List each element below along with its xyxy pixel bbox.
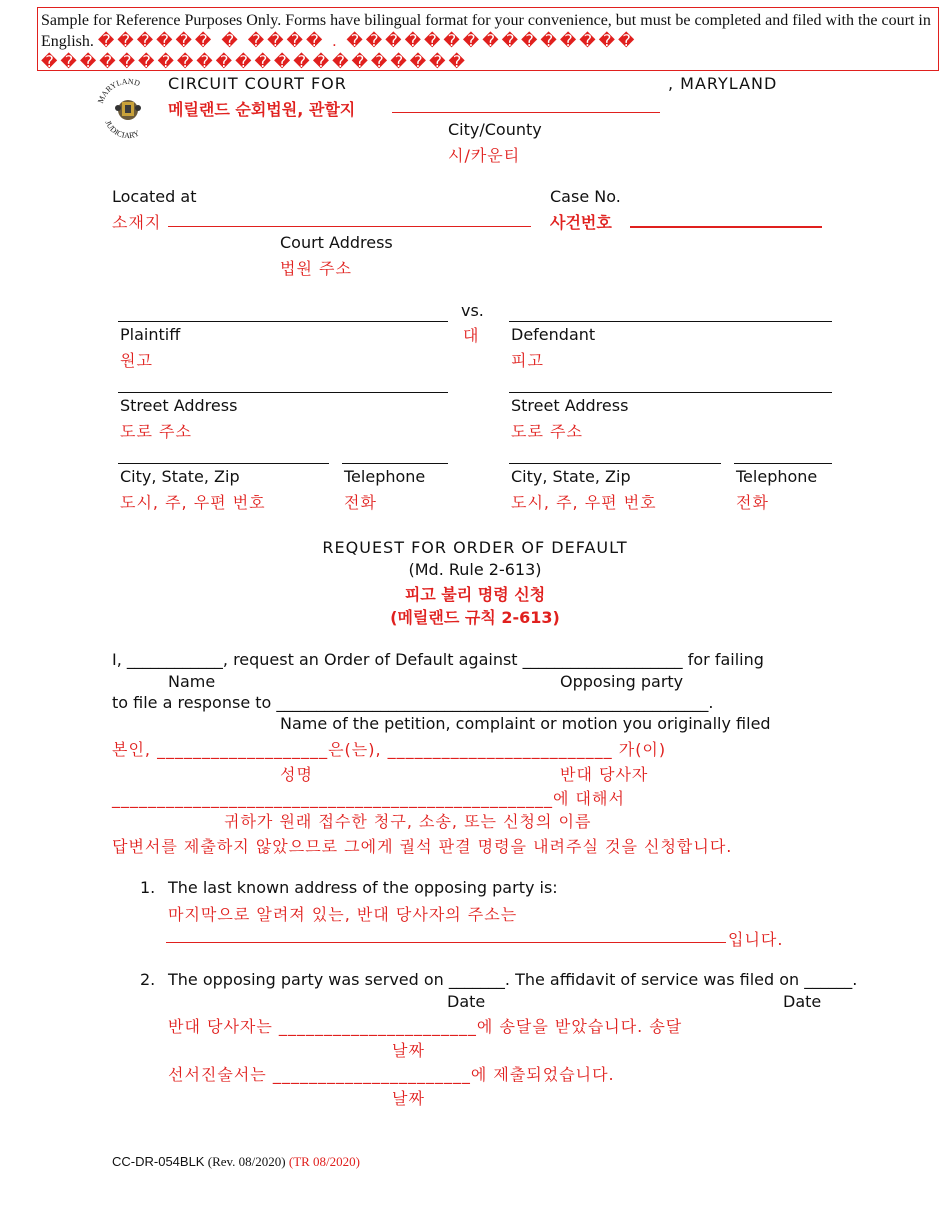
defendant-city-field[interactable] [509,463,721,464]
ko-petition-label: 귀하가 원래 접수한 청구, 소송, 또는 신청의 이름 [224,812,592,831]
court-address-ko-label: 법원 주소 [280,259,352,278]
banner-korean-text: ������ � ���� . ��������������� ���������������������� [41,33,638,71]
form-footer [112,1154,360,1170]
form-title-ko: 피고 불리 명령 신청 [404,585,546,604]
opposing-party-label: Opposing party [560,672,684,691]
petition-label: Name of the petition, complaint or motion you originally filed [280,714,771,733]
plaintiff-phone-field[interactable] [342,463,448,464]
banner-english-text: Sample for Reference Purposes Only. Forms have bilingual format for your convenience, but must be completed and filed with the court in English. [41,12,931,50]
plaintiff-street-field[interactable] [118,392,448,393]
city-county-ko-label: 시/카운티 [448,146,521,165]
defendant-phone-label: Telephone [736,467,818,486]
defendant-label: Defendant [511,325,596,344]
plaintiff-city-ko-label: 도시, 주, 우편 번호 [120,493,266,512]
plaintiff-city-label: City, State, Zip [120,467,240,486]
item-2-number: 2. [140,970,156,989]
item-2-ko-date-1: 날짜 [392,1041,425,1060]
case-no-ko-label: 사건번호 [550,213,612,232]
defendant-street-ko-label: 도로 주소 [511,422,583,441]
maryland-judiciary-seal [96,76,160,142]
defendant-phone-ko-label: 전화 [736,493,769,512]
located-at-label: Located at [112,187,197,206]
item-1-number: 1. [140,878,156,897]
plaintiff-label: Plaintiff [120,325,181,344]
item-2-text: The opposing party was served on _______. The affidavit of service was filed on ______. [168,970,858,989]
item-2-ko-line-2: 선서진술서는 ______________________에 제출되었습니다. [168,1065,615,1084]
defendant-phone-field[interactable] [734,463,832,464]
defendant-ko-label: 피고 [511,351,544,370]
defendant-street-label: Street Address [511,396,629,415]
form-rule-ko: (메릴랜드 규칙 2-613) [390,608,560,627]
plaintiff-city-field[interactable] [118,463,329,464]
case-no-label: Case No. [550,187,621,206]
defendant-street-field[interactable] [509,392,832,393]
name-label: Name [168,672,216,691]
item-2-ko-date-2: 날짜 [392,1089,425,1108]
item-1-text: The last known address of the opposing party is: [168,878,558,897]
body-ko-line-3: 답변서를 제출하지 않았으므로 그에게 궐석 판결 명령을 내려주실 것을 신청합니다. [112,837,733,856]
defendant-city-label: City, State, Zip [511,467,631,486]
seal-bottom-text: JUDICIARY [103,119,141,141]
defendant-city-ko-label: 도시, 주, 우편 번호 [511,493,657,512]
last-known-address-field[interactable] [166,942,726,943]
vs-label: vs. [461,301,484,320]
ko-name-label: 성명 [280,765,313,784]
plaintiff-street-label: Street Address [120,396,238,415]
court-address-field[interactable] [168,226,531,227]
body-ko-line-1: 본인, ___________________은(는), _________________________ 가(이) [112,740,667,759]
vs-ko-label: 대 [463,326,480,345]
ko-opposing-label: 반대 당사자 [560,765,649,784]
item-1-ko-text: 마지막으로 알려져 있는, 반대 당사자의 주소는 [168,905,518,924]
plaintiff-ko-label: 원고 [120,351,153,370]
item-2-ko-line-1: 반대 당사자는 ______________________에 송달을 받았습니다. 송달 [168,1017,683,1036]
form-number: CC-DR-054BLK [112,1154,205,1169]
svg-text:MARYLAND [96,77,141,105]
body-line-2: to file a response to ______________________________________________________. [112,693,714,712]
form-rule: (Md. Rule 2-613) [408,560,542,579]
maryland-label: , MARYLAND [668,74,778,93]
city-county-label: City/County [448,120,542,139]
served-date-label: Date [447,992,486,1011]
svg-text:JUDICIARY [103,119,140,140]
body-ko-line-2: _________________________________________________에 대해서 [112,789,625,808]
body-line-1: I, ____________, request an Order of Default against ____________________ for failing [112,650,764,669]
form-title: REQUEST FOR ORDER OF DEFAULT [322,538,628,557]
form-translation-rev: (TR 08/2020) [288,1154,360,1169]
reference-banner [37,7,939,71]
seal-top-text: MARYLAND [96,76,142,105]
plaintiff-field[interactable] [118,321,448,322]
defendant-field[interactable] [509,321,832,322]
plaintiff-street-ko-label: 도로 주소 [120,422,192,441]
case-no-field[interactable] [630,226,822,228]
form-revision: (Rev. 08/2020) [204,1154,289,1169]
located-at-ko-label: 소재지 [112,213,162,232]
filed-date-label: Date [783,992,822,1011]
circuit-court-label: CIRCUIT COURT FOR [168,74,347,93]
plaintiff-phone-label: Telephone [344,467,426,486]
circuit-court-ko-label: 메릴랜드 순회법원, 관할지 [168,100,356,119]
county-field[interactable] [392,112,660,113]
plaintiff-phone-ko-label: 전화 [344,493,377,512]
court-address-label: Court Address [280,233,393,252]
item-1-ko-end: 입니다. [728,930,784,949]
